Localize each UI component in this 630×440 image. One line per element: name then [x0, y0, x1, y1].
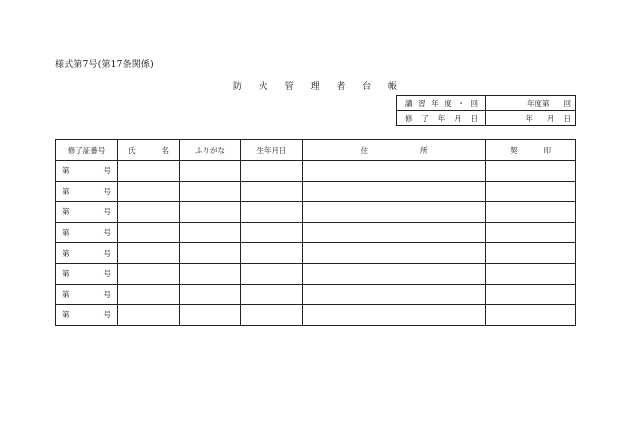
cert-number-cell[interactable] [56, 222, 118, 243]
name-cell[interactable] [118, 284, 180, 305]
course-year-label [397, 96, 486, 111]
address-cell[interactable] [303, 263, 486, 284]
header-char: 名 [161, 145, 169, 155]
birthdate-cell[interactable] [241, 222, 303, 243]
cert-number-prefix: 第 [62, 310, 70, 320]
cert-number-suffix: 号 [103, 269, 111, 279]
name-cell[interactable] [118, 161, 180, 182]
name-cell[interactable] [118, 181, 180, 202]
furigana-cell[interactable] [180, 243, 241, 264]
name-cell[interactable] [118, 305, 180, 326]
name-cell[interactable] [118, 263, 180, 284]
furigana-cell[interactable] [180, 284, 241, 305]
cert-number-prefix: 第 [62, 228, 70, 238]
seal-cell[interactable] [486, 243, 576, 264]
furigana-cell[interactable] [180, 202, 241, 223]
address-cell[interactable] [303, 222, 486, 243]
label-char: 修 [405, 113, 413, 123]
document-title [233, 79, 397, 92]
header-row [56, 140, 576, 161]
seal-cell[interactable] [486, 263, 576, 284]
title-char: 防 [233, 82, 243, 92]
seal-cell[interactable] [486, 305, 576, 326]
name-cell[interactable] [118, 202, 180, 223]
seal-cell[interactable] [486, 161, 576, 182]
header-name [118, 140, 180, 161]
address-cell[interactable] [303, 284, 486, 305]
cert-number-prefix: 第 [62, 207, 70, 217]
furigana-cell[interactable] [180, 222, 241, 243]
label-char: 習 [418, 98, 426, 108]
header-birthdate: 生年月日 [241, 140, 303, 161]
birthdate-cell[interactable] [241, 161, 303, 182]
title-char: 帳 [387, 82, 397, 92]
header-furigana: ふりがな [180, 140, 241, 161]
completion-date-label [397, 111, 486, 126]
cert-number-suffix: 号 [103, 248, 111, 258]
value-text: 回 [563, 98, 571, 108]
header-address [303, 140, 486, 161]
course-year-value[interactable] [486, 96, 576, 111]
seal-cell[interactable] [486, 222, 576, 243]
label-char: 日 [470, 113, 478, 123]
seal-cell[interactable] [486, 181, 576, 202]
cert-number-suffix: 号 [103, 228, 111, 238]
course-year-row [397, 96, 576, 111]
cert-number-cell[interactable] [56, 161, 118, 182]
name-cell[interactable] [118, 243, 180, 264]
birthdate-cell[interactable] [241, 263, 303, 284]
title-char: 理 [310, 82, 320, 92]
cert-number-cell[interactable] [56, 305, 118, 326]
completion-date-value[interactable] [486, 111, 576, 126]
title-char: 台 [362, 82, 372, 92]
cert-number-suffix: 号 [103, 186, 111, 196]
completion-date-row [397, 111, 576, 126]
table-row [56, 284, 576, 305]
header-char: 住 [360, 145, 368, 155]
table-row [56, 161, 576, 182]
header-cert-number: 修了証番号 [56, 140, 118, 161]
header-char: 印 [543, 145, 551, 155]
name-cell[interactable] [118, 222, 180, 243]
label-char: 月 [454, 113, 462, 123]
cert-number-cell[interactable] [56, 284, 118, 305]
cert-number-suffix: 号 [103, 207, 111, 217]
cert-number-prefix: 第 [62, 248, 70, 258]
label-char: 度 [444, 98, 452, 108]
address-cell[interactable] [303, 305, 486, 326]
form-number: 様式第7号(第17条関係) [55, 60, 154, 70]
seal-cell[interactable] [486, 202, 576, 223]
value-text: 日 [563, 113, 571, 123]
table-row [56, 181, 576, 202]
cert-number-prefix: 第 [62, 166, 70, 176]
title-char: 管 [284, 82, 294, 92]
cert-number-prefix: 第 [62, 269, 70, 279]
cert-number-cell[interactable] [56, 202, 118, 223]
birthdate-cell[interactable] [241, 181, 303, 202]
cert-number-cell[interactable] [56, 181, 118, 202]
register-body [56, 161, 576, 326]
cert-number-suffix: 号 [103, 310, 111, 320]
table-row [56, 263, 576, 284]
seal-cell[interactable] [486, 284, 576, 305]
header-char: 氏 [128, 145, 136, 155]
fire-manager-register-table [55, 139, 576, 326]
header-char: 所 [420, 145, 428, 155]
furigana-cell[interactable] [180, 161, 241, 182]
table-row [56, 305, 576, 326]
address-cell[interactable] [303, 202, 486, 223]
value-text: 年 [525, 113, 533, 123]
birthdate-cell[interactable] [241, 243, 303, 264]
label-char: 了 [421, 113, 429, 123]
cert-number-suffix: 号 [103, 166, 111, 176]
birthdate-cell[interactable] [241, 284, 303, 305]
furigana-cell[interactable] [180, 263, 241, 284]
cert-number-cell[interactable] [56, 243, 118, 264]
cert-number-prefix: 第 [62, 289, 70, 299]
furigana-cell[interactable] [180, 181, 241, 202]
label-char: 回 [470, 98, 478, 108]
course-info-table [396, 95, 576, 126]
cert-number-cell[interactable] [56, 263, 118, 284]
title-char: 者 [336, 82, 346, 92]
label-char: 講 [405, 98, 413, 108]
cert-number-prefix: 第 [62, 186, 70, 196]
label-char: ・ [457, 98, 465, 108]
address-cell[interactable] [303, 161, 486, 182]
table-row [56, 222, 576, 243]
table-row [56, 202, 576, 223]
header-char: 契 [510, 145, 518, 155]
label-char: 年 [431, 98, 439, 108]
address-cell[interactable] [303, 243, 486, 264]
cert-number-suffix: 号 [103, 289, 111, 299]
birthdate-cell[interactable] [241, 202, 303, 223]
value-text: 年度第 [527, 98, 550, 108]
birthdate-cell[interactable] [241, 305, 303, 326]
header-seal [486, 140, 576, 161]
address-cell[interactable] [303, 181, 486, 202]
value-text: 月 [547, 113, 555, 123]
title-char: 火 [258, 82, 268, 92]
label-char: 年 [437, 113, 446, 123]
table-row [56, 243, 576, 264]
furigana-cell[interactable] [180, 305, 241, 326]
